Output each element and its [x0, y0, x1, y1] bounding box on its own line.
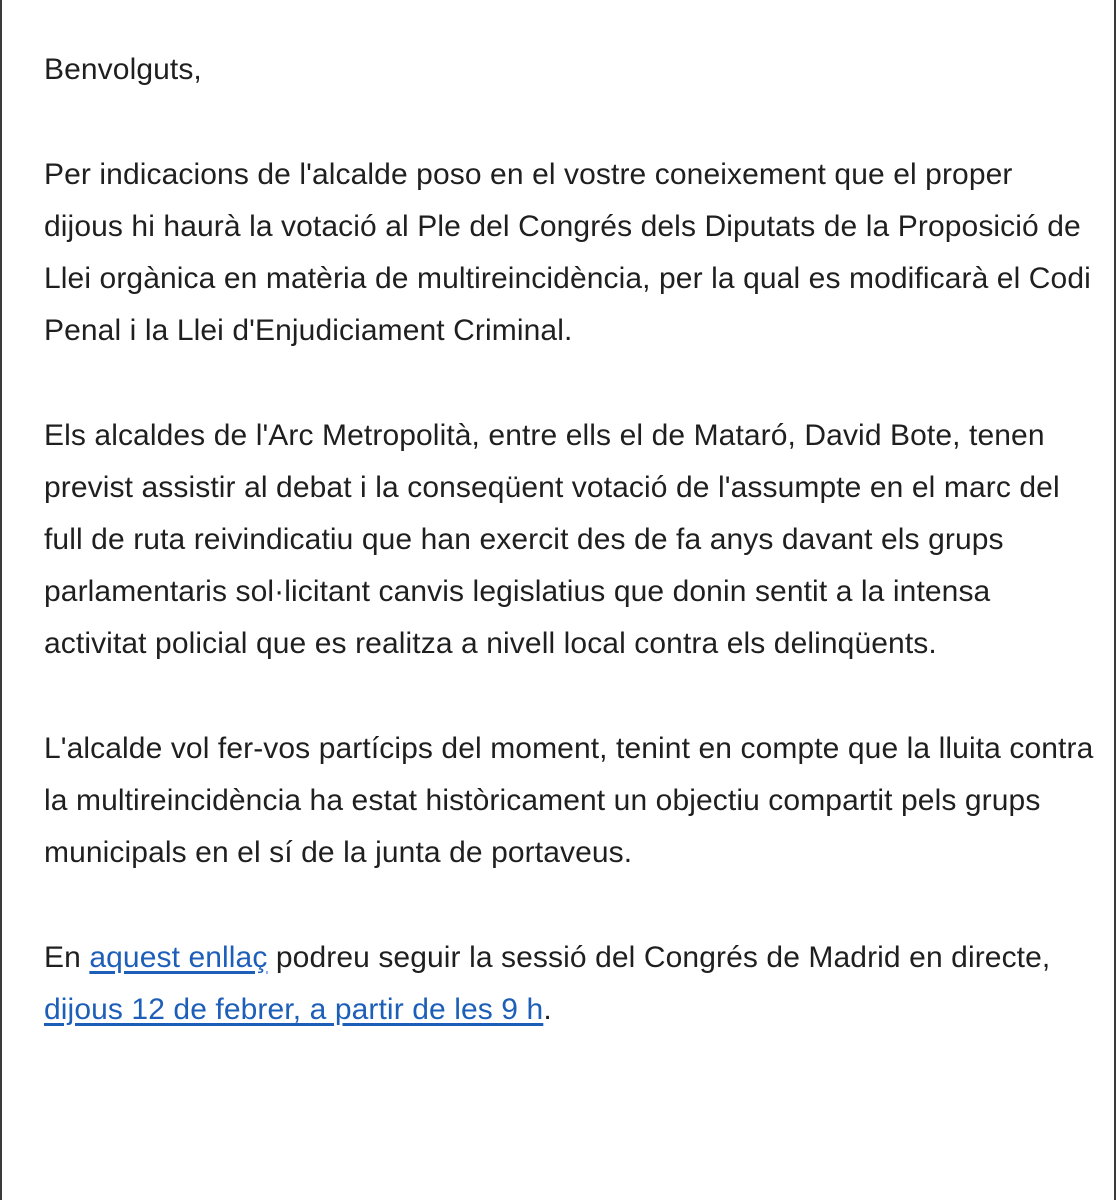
paragraph-mayors-attendance: Els alcaldes de l'Arc Metropolità, entre ells el de Mataró, David Bote, tenen previst assistir al debat i la conseqüent votació de l'assumpte en el marc del full de ruta reivindicatiu que han exercit des de fa anys davant els grups parlamentaris sol·licitant canvis legislatius que donin sentit a la intensa activitat policial que es realitza a nivell local contra els delinqüents. [44, 419, 1060, 660]
text-before-link: En [44, 941, 90, 974]
date-time-link[interactable]: dijous 12 de febrer, a partir de les 9 h [44, 993, 544, 1026]
text-after: . [543, 993, 552, 1026]
session-link[interactable]: aquest enllaç [89, 941, 268, 974]
paragraph-live-session [44, 932, 1094, 1036]
paragraph-shared-objective: L'alcalde vol fer-vos partícips del moment, tenint en compte que la lluita contra la multireincidència ha estat històricament un objectiu compartit pels grups municipals en el sí de la junta de portaveus. [44, 732, 1094, 869]
email-body [44, 44, 1094, 1089]
paragraph-vote-announcement: Per indicacions de l'alcalde poso en el vostre coneixement que el proper dijous hi haurà la votació al Ple del Congrés dels Diputats de la Proposició de Llei orgànica en matèria de multireincidència, per la qual es modificarà el Codi Penal i la Llei d'Enjudiciament Criminal. [44, 158, 1091, 347]
left-border [0, 0, 2, 1200]
text-middle: podreu seguir la sessió del Congrés de Madrid en directe, [267, 941, 1051, 974]
greeting: Benvolguts, [44, 53, 202, 86]
